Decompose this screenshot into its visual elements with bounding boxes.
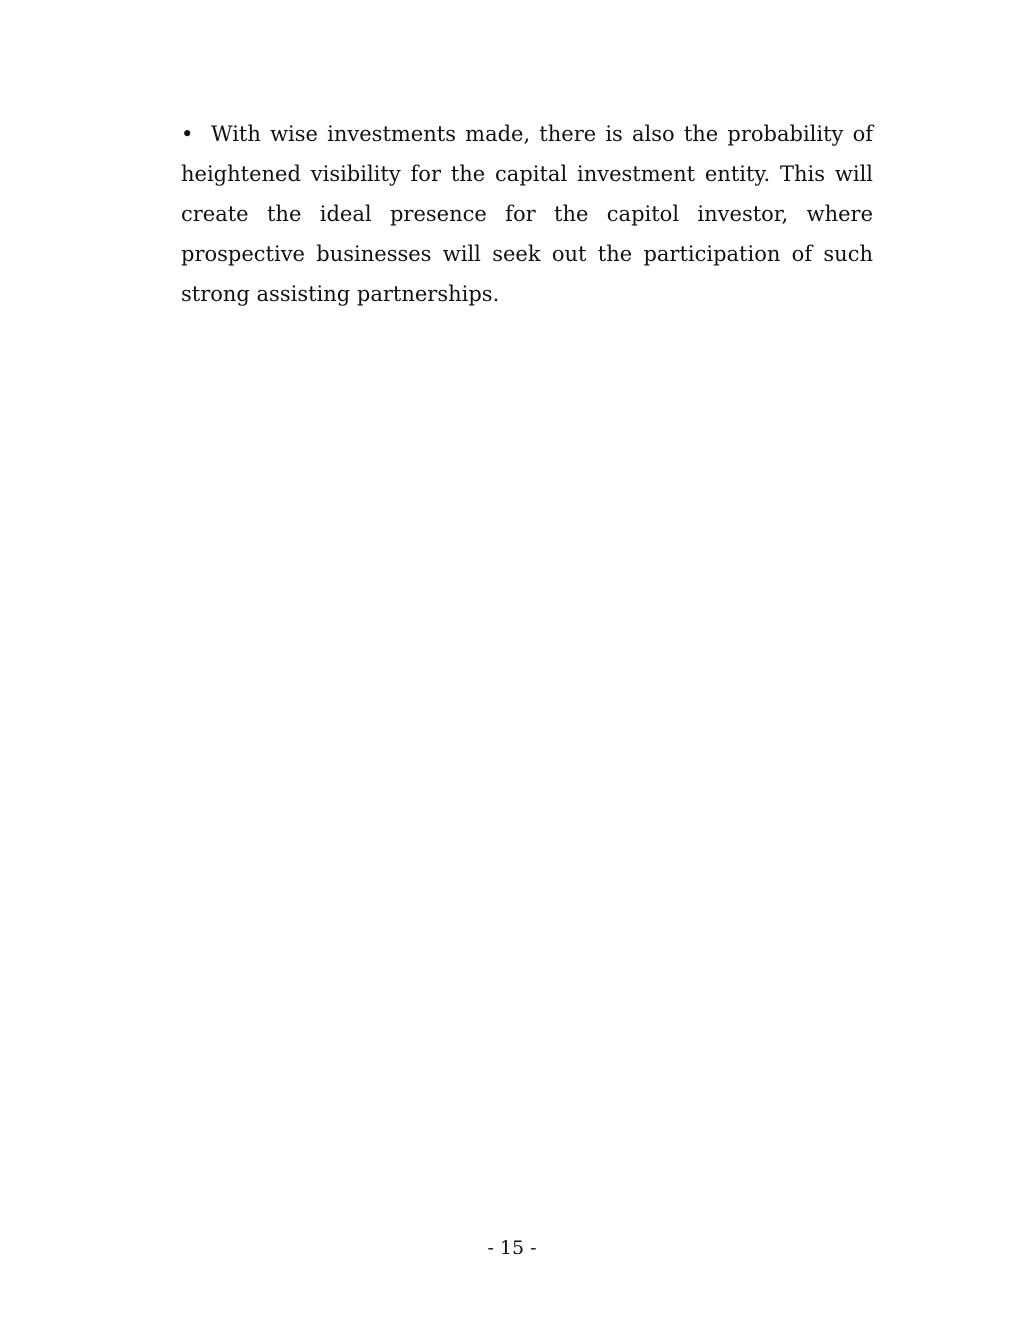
bullet-paragraph xyxy=(181,114,873,314)
bullet-icon: • xyxy=(181,122,194,146)
page-body xyxy=(181,114,873,314)
paragraph-text: With wise investments made, there is also the probability of heightened visibility for the capital investment entity. This will create the ideal presence for the capitol investor, where prospective businesses will seek out the participation of such strong assisting partnerships. xyxy=(181,122,873,306)
page-number: - 15 - xyxy=(487,1237,537,1259)
